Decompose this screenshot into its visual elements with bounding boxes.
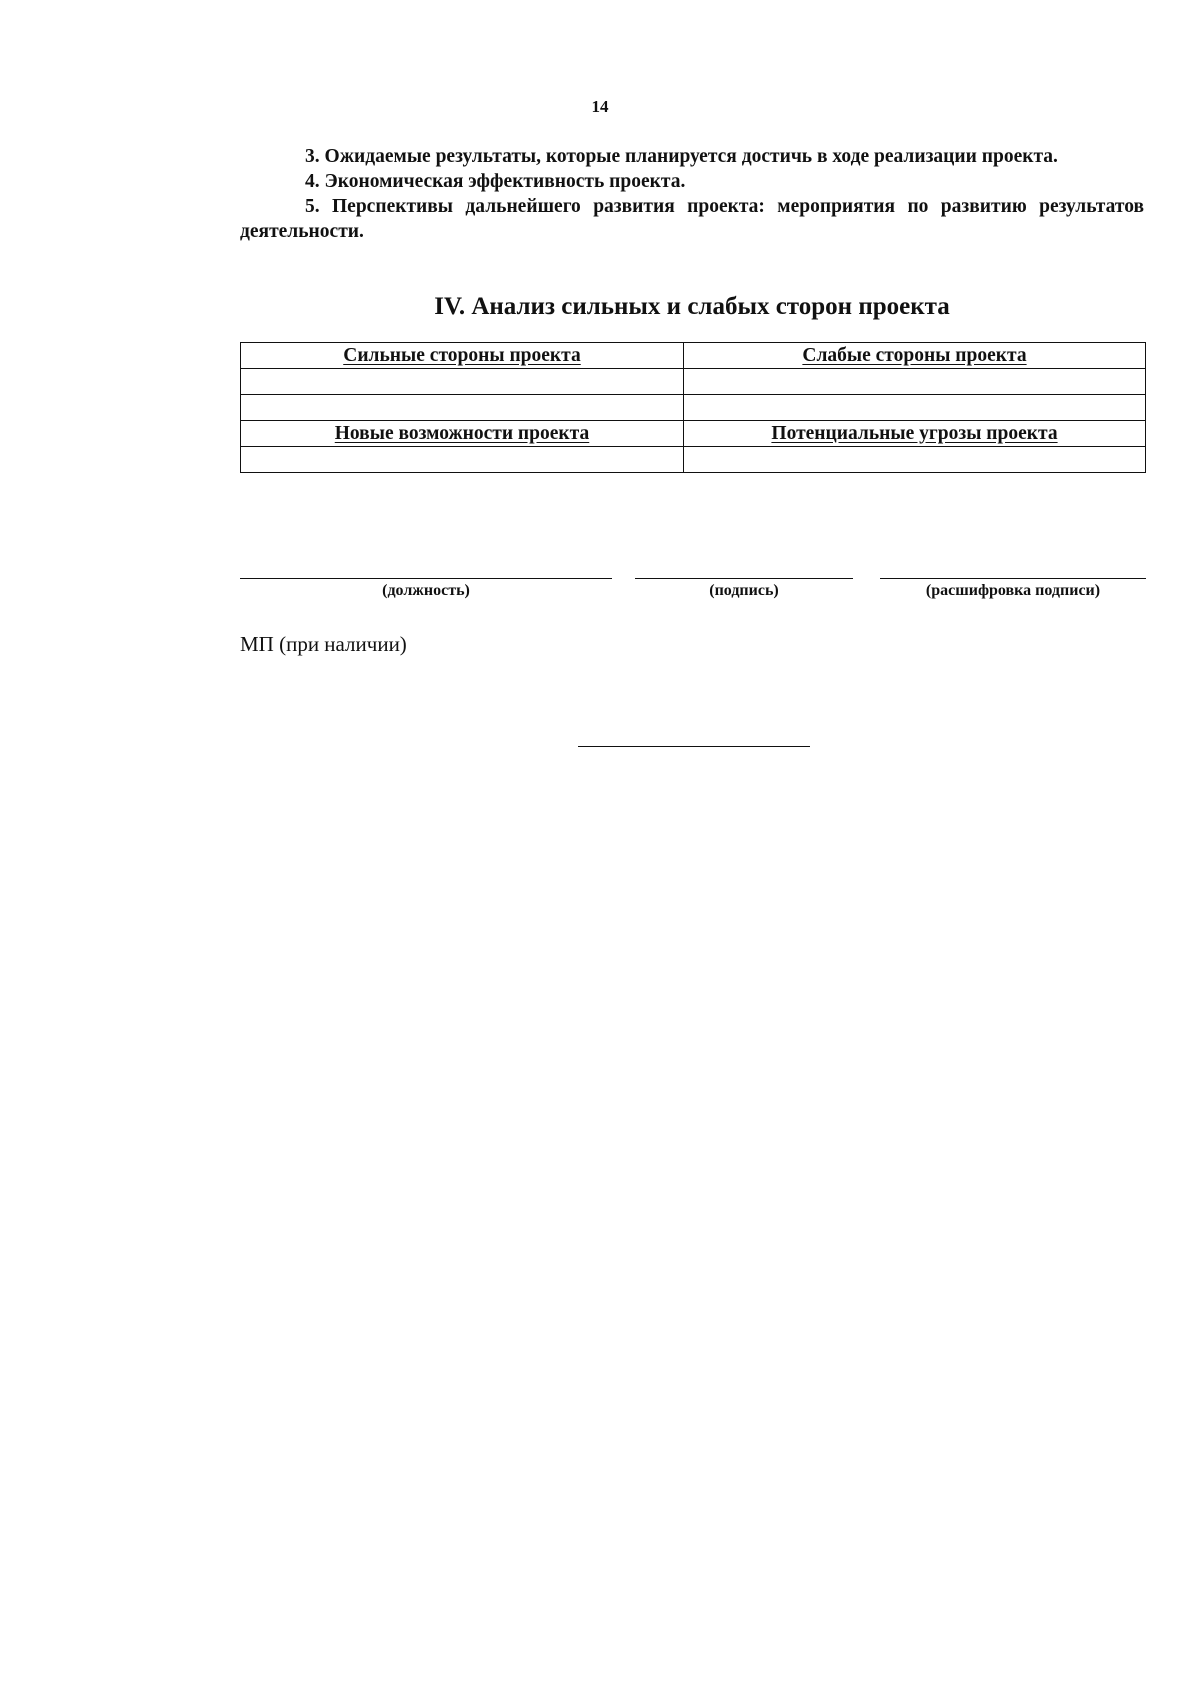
section-items xyxy=(240,144,1144,244)
section-title: IV. Анализ сильных и слабых сторон проекта xyxy=(434,293,950,320)
table-row xyxy=(241,447,1146,473)
item-development-prospects: 5. Перспективы дальнейшего развития проекта: мероприятия по развитию результатов деятельности. xyxy=(240,196,1144,242)
end-divider xyxy=(578,746,810,747)
decoding-line[interactable] xyxy=(880,578,1146,579)
stamp-note: МП (при наличии) xyxy=(240,632,407,656)
position-line[interactable] xyxy=(240,578,612,579)
opportunities-cell[interactable] xyxy=(241,447,684,473)
signature-line[interactable] xyxy=(635,578,853,579)
table-row xyxy=(241,343,1146,369)
threats-cell[interactable] xyxy=(684,447,1146,473)
strengths-cell[interactable] xyxy=(241,395,684,421)
opportunities-header: Новые возможности проекта xyxy=(241,421,684,447)
weaknesses-cell[interactable] xyxy=(684,395,1146,421)
table-row xyxy=(241,395,1146,421)
table-row xyxy=(241,369,1146,395)
table-row xyxy=(241,421,1146,447)
signature-label: (подпись) xyxy=(709,582,779,599)
page-number: 14 xyxy=(591,97,609,116)
strengths-cell[interactable] xyxy=(241,369,684,395)
weaknesses-cell[interactable] xyxy=(684,369,1146,395)
strengths-header: Сильные стороны проекта xyxy=(241,343,684,369)
decoding-label: (расшифровка подписи) xyxy=(925,582,1101,599)
item-expected-results: 3. Ожидаемые результаты, которые планируется достичь в ходе реализации проекта. xyxy=(305,146,1058,167)
swot-table xyxy=(240,342,1146,473)
position-label: (должность) xyxy=(382,582,470,599)
threats-header: Потенциальные угрозы проекта xyxy=(684,421,1146,447)
weaknesses-header: Слабые стороны проекта xyxy=(684,343,1146,369)
item-economic-efficiency: 4. Экономическая эффективность проекта. xyxy=(305,171,686,192)
